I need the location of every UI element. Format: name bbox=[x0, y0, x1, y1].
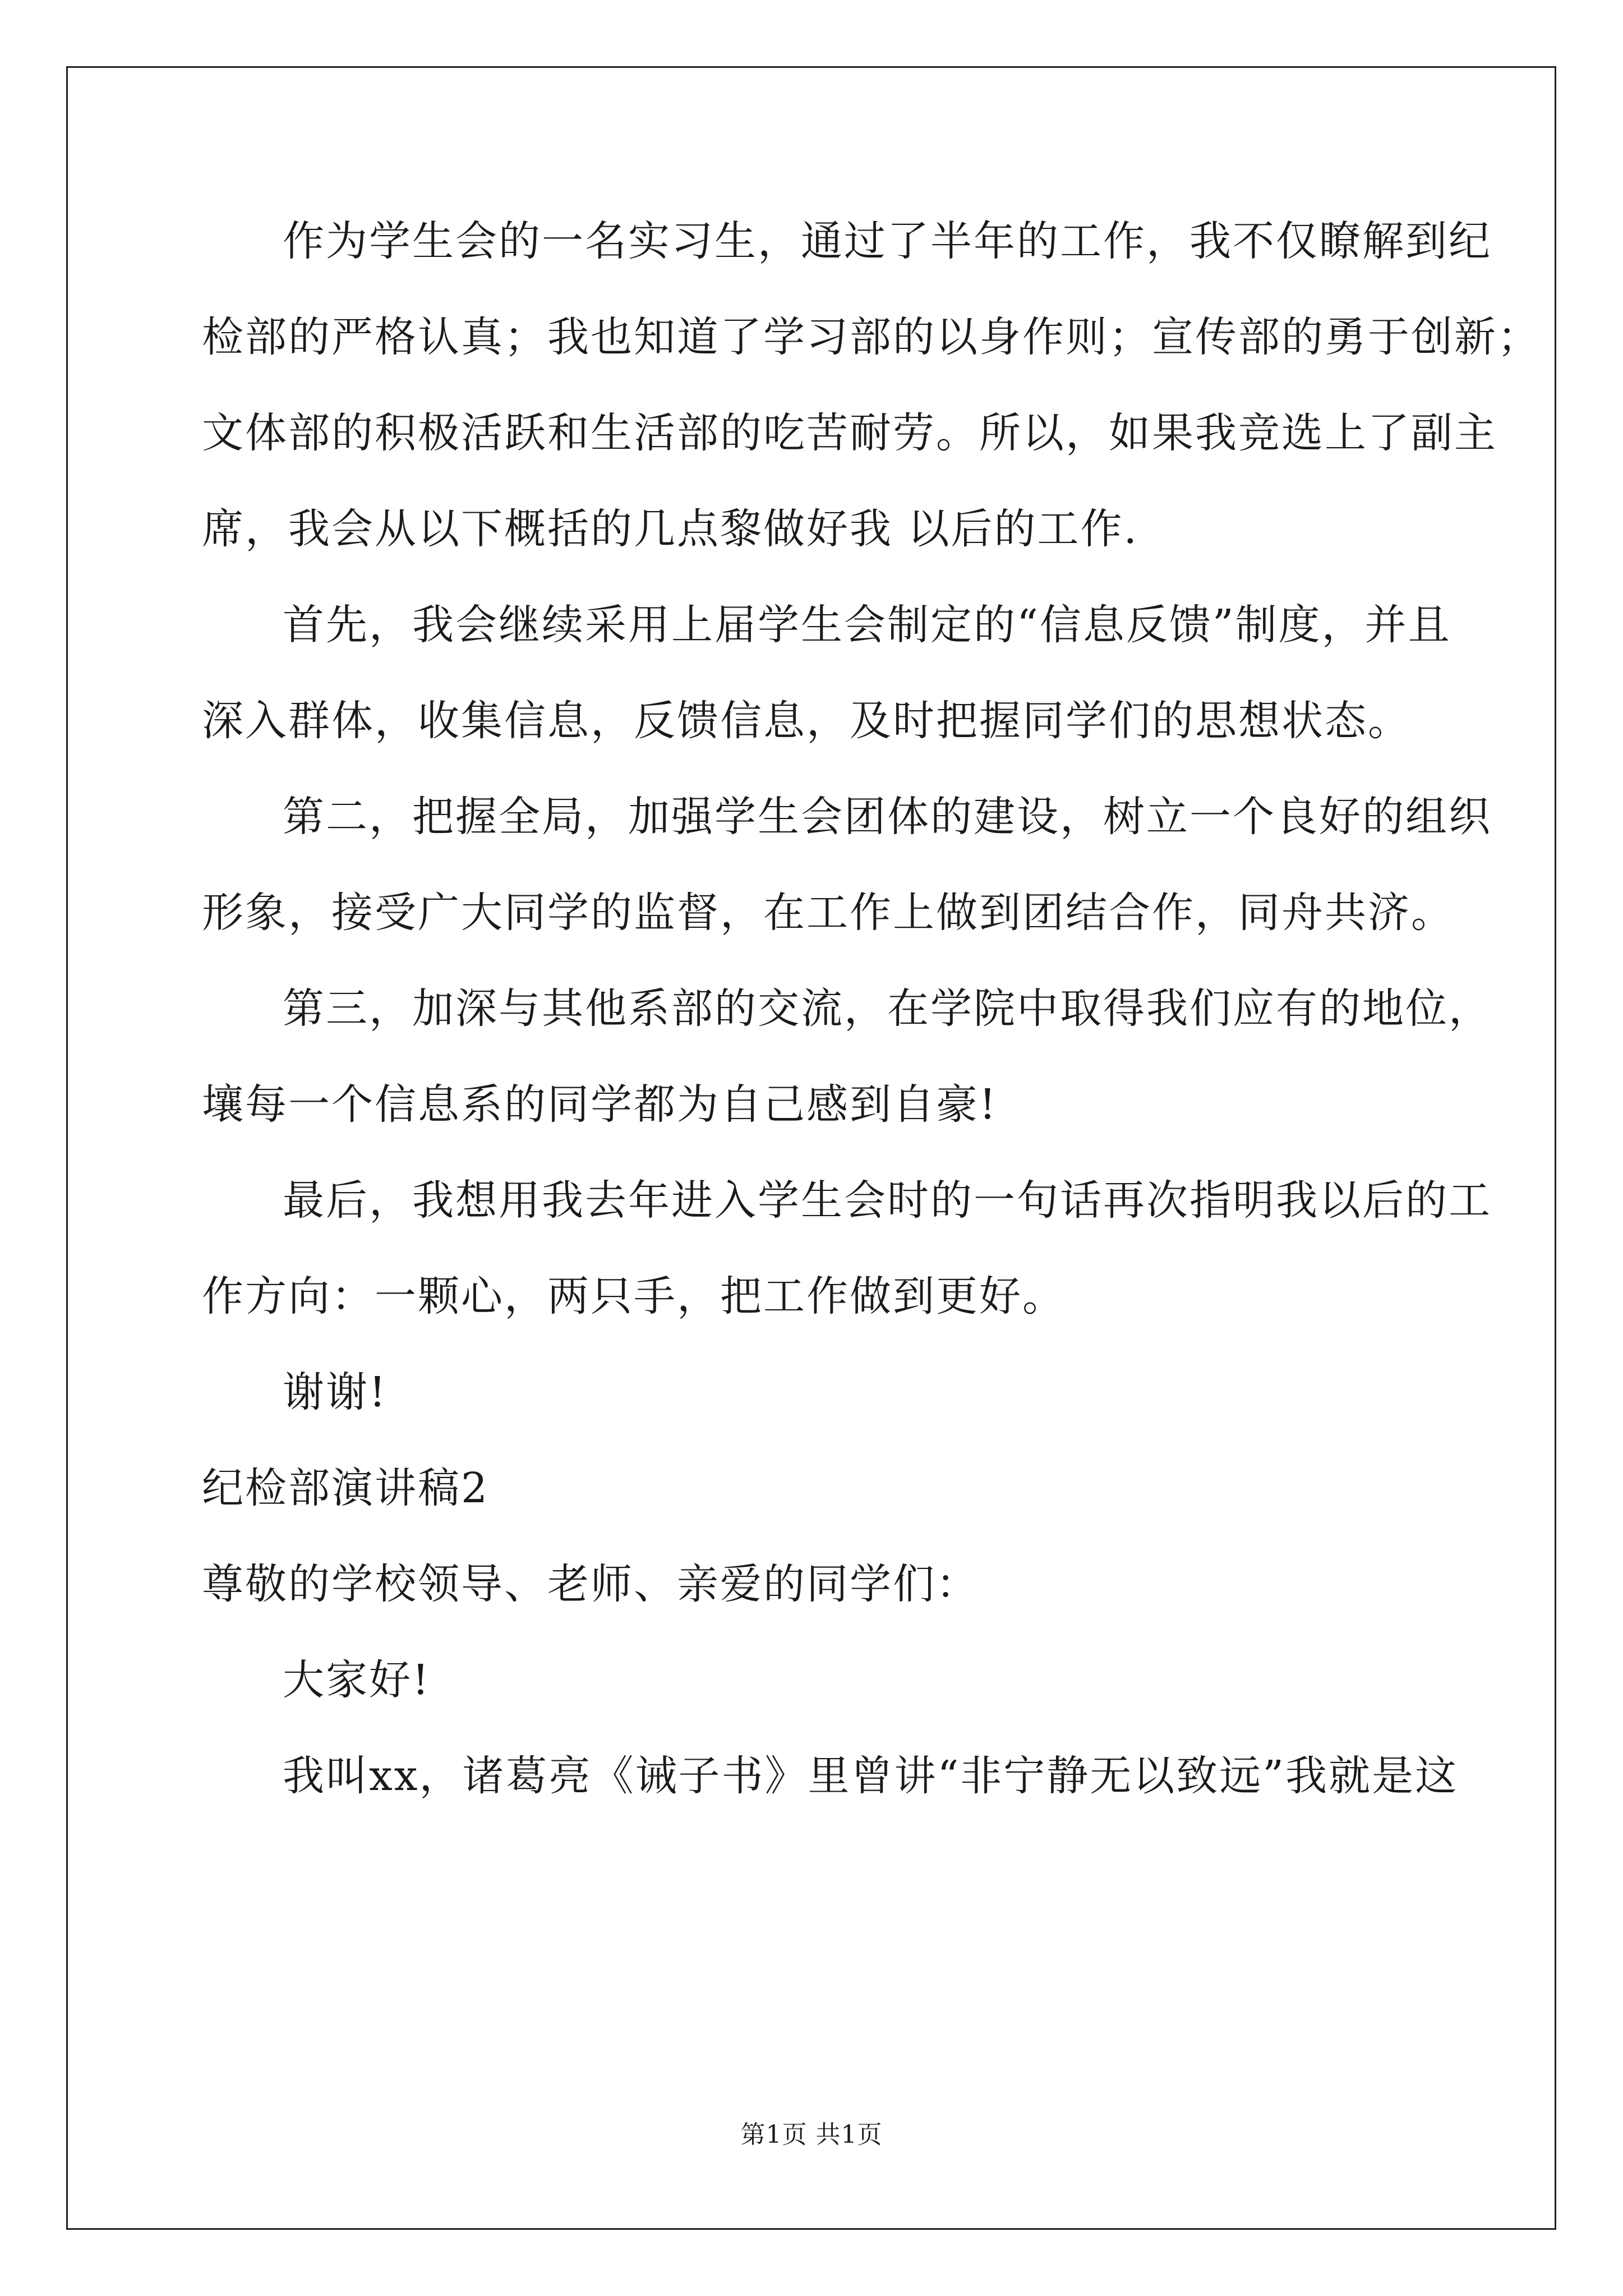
page-border bbox=[66, 66, 1556, 2230]
greeting: 大家好! bbox=[283, 1656, 431, 1704]
paragraph-line: 第三，加深与其他系部的交流，在学院中取得我们应有的地位， bbox=[283, 984, 1492, 1033]
paragraph-line: 作为学生会的一名实习生，通过了半年的工作，我不仅瞭解到纪 bbox=[283, 217, 1492, 265]
paragraph-line: 我叫xx，诸葛亮《诫子书》里曾讲“非宁静无以致远”我就是这 bbox=[283, 1752, 1459, 1800]
page-number-footer: 第1页 共1页 bbox=[740, 2120, 883, 2149]
paragraph-line: 文体部的积极活跃和生活部的吃苦耐劳。所以，如果我竞选上了副主 bbox=[202, 409, 1497, 457]
paragraph-line: 席，我会从以下概括的几点黎做好我 以后的工作. bbox=[202, 505, 1139, 553]
salutation: 尊敬的学校领导、老师、亲爱的同学们： bbox=[202, 1560, 979, 1608]
paragraph-line: 最后，我想用我去年进入学生会时的一句话再次指明我以后的工 bbox=[283, 1176, 1492, 1225]
paragraph-line: 深入群体，收集信息，反馈信息，及时把握同学们的思想状态。 bbox=[202, 697, 1411, 745]
paragraph-line: 第二，把握全局，加强学生会团体的建设，树立一个良好的组织 bbox=[283, 793, 1492, 841]
paragraph-line: 壤每一个信息系的同学都为自己感到自豪! bbox=[202, 1080, 998, 1129]
paragraph-line: 检部的严格认真；我也知道了学习部的以身作则；宣传部的勇于创新； bbox=[202, 313, 1541, 361]
paragraph-line: 作方向：一颗心，两只手，把工作做到更好。 bbox=[202, 1272, 1066, 1320]
section-heading: 纪检部演讲稿2 bbox=[202, 1464, 490, 1512]
paragraph-line: 首先，我会继续采用上届学生会制定的“信息反馈”制度，并且 bbox=[283, 601, 1451, 649]
paragraph-line: 谢谢! bbox=[283, 1368, 388, 1416]
paragraph-line: 形象，接受广大同学的监督，在工作上做到团结合作，同舟共济。 bbox=[202, 889, 1454, 937]
